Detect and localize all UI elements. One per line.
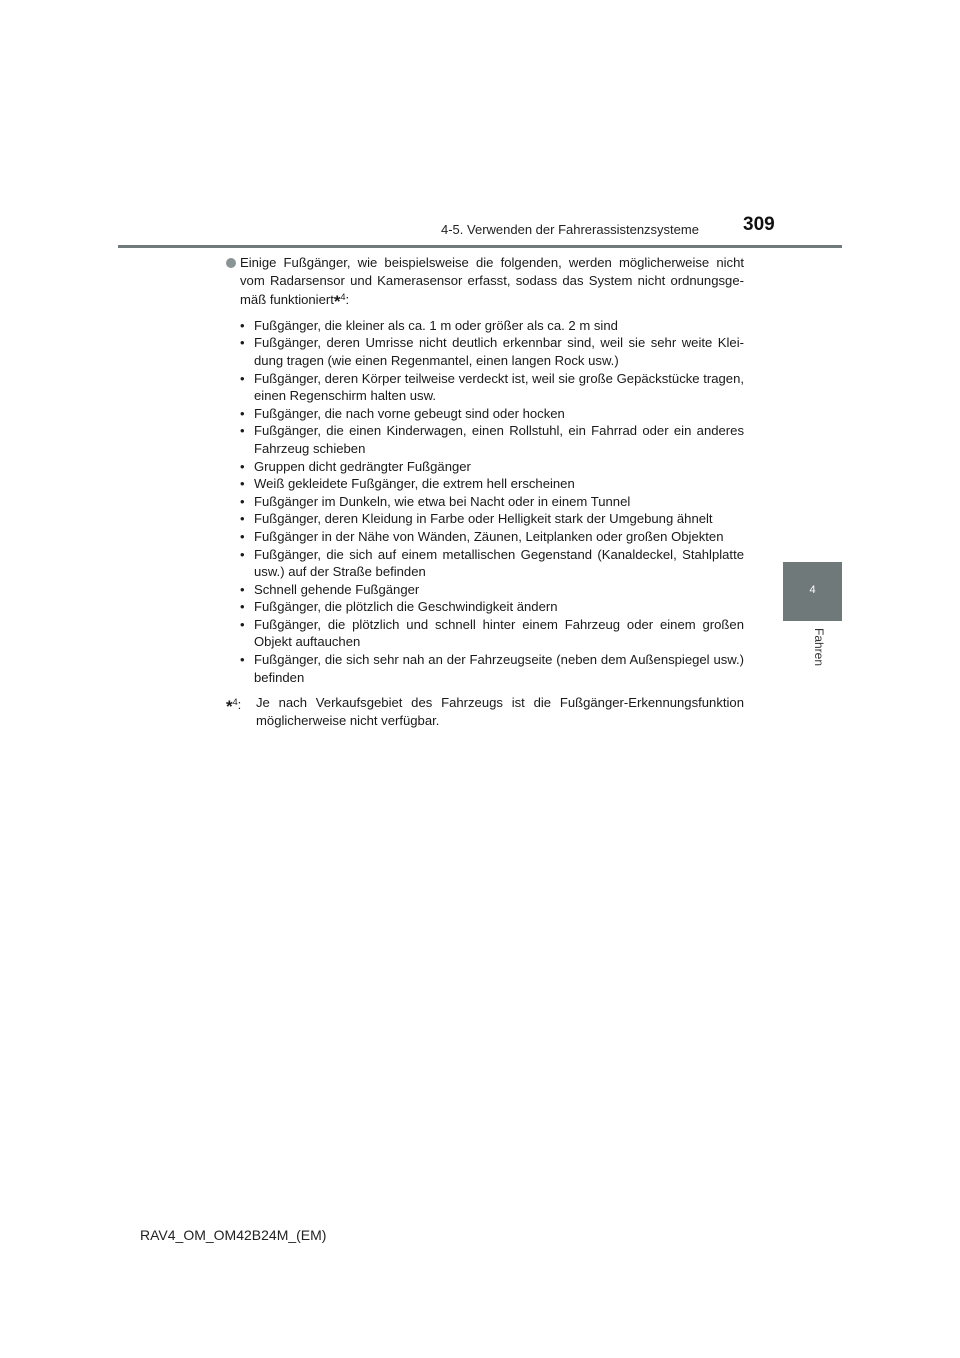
list-item-text: Fußgänger in der Nähe von Wänden, Zäunen, Leitplanken oder großen Objekten (254, 528, 724, 544)
bullet-icon: • (240, 405, 245, 421)
list-item-text: Fußgänger, deren Umrisse nicht deutlich erkennbar sind, weil sie sehr weite Kleidung tragen (wie einen Regenmantel, einen langen Rock usw.) (254, 335, 744, 368)
chapter-label: Fahren (812, 628, 826, 667)
intro-text: Einige Fußgänger, wie beispielsweise die folgenden, werden möglicherweise nicht vom Radarsensor und Kamerasensor erfasst, sodass das System nicht ordnungsgemäß funktioniert (240, 255, 744, 308)
footnote-star: * (226, 697, 233, 717)
main-content (226, 254, 744, 729)
list-item-text: Schnell gehende Fußgänger (254, 581, 420, 597)
bullet-icon: • (240, 528, 245, 544)
list-item (240, 370, 744, 405)
list-item (240, 317, 744, 335)
header-divider (118, 245, 842, 248)
bullet-icon: • (240, 599, 245, 615)
bullet-icon: • (240, 493, 245, 509)
list-item-text: Fußgänger, die plötzlich die Geschwindigkeit ändern (254, 599, 558, 615)
list-item-text: Fußgänger, die sich sehr nah an der Fahrzeugseite (neben dem Außenspiegel usw.) befinden (254, 652, 744, 685)
bullet-icon: • (240, 423, 245, 439)
list-item (240, 598, 744, 616)
list-item-text: Fußgänger, die nach vorne gebeugt sind oder hocken (254, 405, 565, 421)
list-item-text: Fußgänger, deren Körper teilweise verdeckt ist, weil sie große Gepäckstücke tragen, einen Regenschirm halten usw. (254, 370, 744, 404)
list-item (240, 546, 744, 581)
list-item (240, 422, 744, 457)
list-item (240, 510, 744, 528)
section-title: 4-5. Verwenden der Fahrerassistenzsysteme (441, 222, 699, 237)
list-item (240, 475, 744, 493)
intro-colon: : (345, 292, 350, 308)
list-item (240, 405, 744, 423)
footnote (226, 694, 744, 729)
bullet-icon: • (240, 616, 245, 632)
chapter-tab[interactable] (783, 562, 842, 621)
list-item-text: Fußgänger, die kleiner als ca. 1 m oder größer als ca. 2 m sind (254, 317, 618, 333)
list-item-text: Fußgänger, die sich auf einem metallischen Gegenstand (Kanaldeckel, Stahlplatte usw.) auf der Straße befinden (254, 546, 744, 580)
list-item (240, 493, 744, 511)
list-item (240, 581, 744, 599)
list-item (240, 528, 744, 546)
chapter-number: 4 (809, 584, 816, 596)
list-item (240, 334, 744, 369)
list-item-text: Fußgänger im Dunkeln, wie etwa bei Nacht oder in einem Tunnel (254, 493, 631, 509)
pedestrian-list (226, 317, 744, 686)
intro-paragraph (226, 254, 744, 312)
bullet-icon: • (240, 511, 245, 527)
list-item (240, 651, 744, 686)
footnote-ref: 4 (340, 292, 346, 303)
list-item-text: Weiß gekleidete Fußgänger, die extrem hell erscheinen (254, 476, 575, 492)
list-item-text: Gruppen dicht gedrängter Fußgänger (254, 458, 471, 474)
page-number: 309 (743, 214, 775, 235)
bullet-icon: • (240, 458, 245, 474)
list-item-text: Fußgänger, die einen Kinderwagen, einen Rollstuhl, ein Fahrrad oder ein anderes Fahrzeug schieben (254, 423, 744, 456)
bullet-icon: • (240, 370, 245, 386)
list-item (240, 616, 744, 651)
bullet-icon: • (240, 652, 245, 668)
bullet-icon: • (240, 335, 245, 351)
document-code: RAV4_OM_OM42B24M_(EM) (140, 1227, 327, 1243)
footnote-star: * (333, 292, 341, 312)
footnote-marker (226, 694, 242, 717)
bullet-icon: • (240, 581, 245, 597)
bullet-icon: • (240, 317, 245, 333)
bullet-icon: • (240, 546, 245, 562)
list-item (240, 458, 744, 476)
bullet-icon: • (240, 476, 245, 492)
footnote-colon: : (237, 697, 242, 713)
list-item-text: Fußgänger, deren Kleidung in Farbe oder Helligkeit stark der Umgebung ähnelt (254, 511, 713, 527)
list-item-text: Fußgänger, die plötzlich und schnell hinter einem Fahrzeug oder einem großen Objekt auftauchen (254, 616, 744, 650)
footnote-ref: 4 (232, 697, 238, 708)
footnote-text: Je nach Verkaufsgebiet des Fahrzeugs ist die Fußgänger-Erkennungsfunktion möglicherweise nicht verfügbar. (256, 695, 744, 728)
circle-bullet-icon (226, 258, 236, 268)
